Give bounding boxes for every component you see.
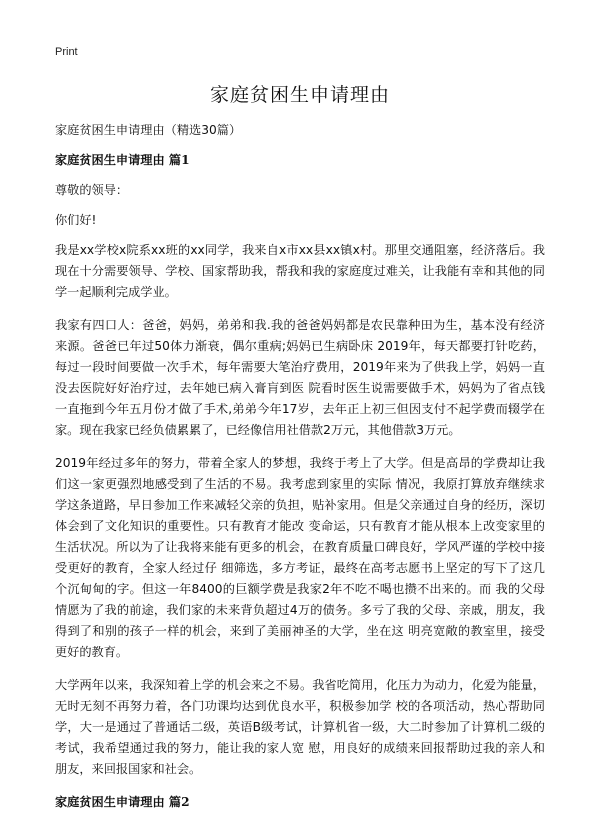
body-paragraph: 大学两年以来，我深知着上学的机会来之不易。我省吃简用，化压力为动力，化爱为能量，无时无刻不再努力着，各门功课均达到优良水平，积极参加学 校的各项活动，热心帮助同学，大一是通过了普通话二级，英语B级考试，计算机省一级，大二时参加了计算机二级的考试，我希望通过我的努力，能让我的家人宽 慰，用良好的成绩来回报帮助过我的亲人和朋友，来回报国家和社会。 bbox=[55, 678, 545, 776]
document-body bbox=[55, 120, 545, 822]
print-link[interactable]: Print bbox=[55, 46, 78, 58]
body-paragraph: 2019年经过多年的努力，带着全家人的梦想，我终于考上了大学。但是高昂的学费却让我们这一家更强烈地感受到了生活的不易。我考虑到家里的实际 情况，我原打算放弃继续求学这条道路，早日参加工作来减轻父亲的负担，贴补家用。但是父亲通过自身的经历，深切体会到了文化知识的重要性。只有教育才能改 变命运，只有教育才能从根本上改变家里的生活状况。所以为了让我将来能有更多的机会，在教育质量口碑良好，学风严谨的学校中接受更好的教育，全家人经过仔 细筛选，多方考证，最终在高考志愿书上坚定的写下了这几个沉甸甸的字。但这一年8400的巨额学费是我家2年不吃不喝也攒不出来的。而 我的父母情愿为了我的前途，我们家的未来背负超过4万的债务。多亏了我的父母、亲戚，朋友，我得到了和别的孩子一样的机会，来到了美丽神圣的大学，坐在这 明亮宽敞的教室里，接受更好的教育。 bbox=[55, 456, 545, 659]
document-subtitle: 家庭贫困生申请理由（精选30篇） bbox=[55, 123, 242, 137]
body-paragraph: 我家有四口人：爸爸，妈妈，弟弟和我.我的爸爸妈妈都是农民靠种田为生，基本没有经济来源。爸爸已年过50体力渐衰，偶尔重病;妈妈已生病卧床 2019年，每天都要打针吃药，每过一段时间要做一次手术，每年需要大笔治疗费用，2019年来为了供我上学，妈妈一直没去医院好好治疗过，去年她已病入膏肓到医 院看时医生说需要做手术，妈妈为了省点钱一直拖到今年五月份才做了手术,弟弟今年17岁，去年正上初三但因支付不起学费而辍学在家。现在我家已经负债累累了，已经像信用社借款2万元，其他借款3万元。 bbox=[55, 318, 545, 437]
body-paragraph: 我是xx学校x院系xx班的xx同学，我来自x市xx县xx镇x村。那里交通阻塞，经济落后。我现在十分需要领导、学校、国家帮助我，帮我和我的家庭度过难关，让我能有幸和其他的同学一起顺利完成学业。 bbox=[55, 243, 545, 299]
document-title: 家庭贫困生申请理由 bbox=[209, 84, 390, 106]
section-heading-2: 家庭贫困生申请理由 篇2 bbox=[55, 795, 190, 809]
salutation: 尊敬的领导： bbox=[55, 183, 129, 197]
section-heading-1: 家庭贫困生申请理由 篇1 bbox=[55, 153, 190, 167]
greeting: 你们好! bbox=[55, 213, 97, 227]
